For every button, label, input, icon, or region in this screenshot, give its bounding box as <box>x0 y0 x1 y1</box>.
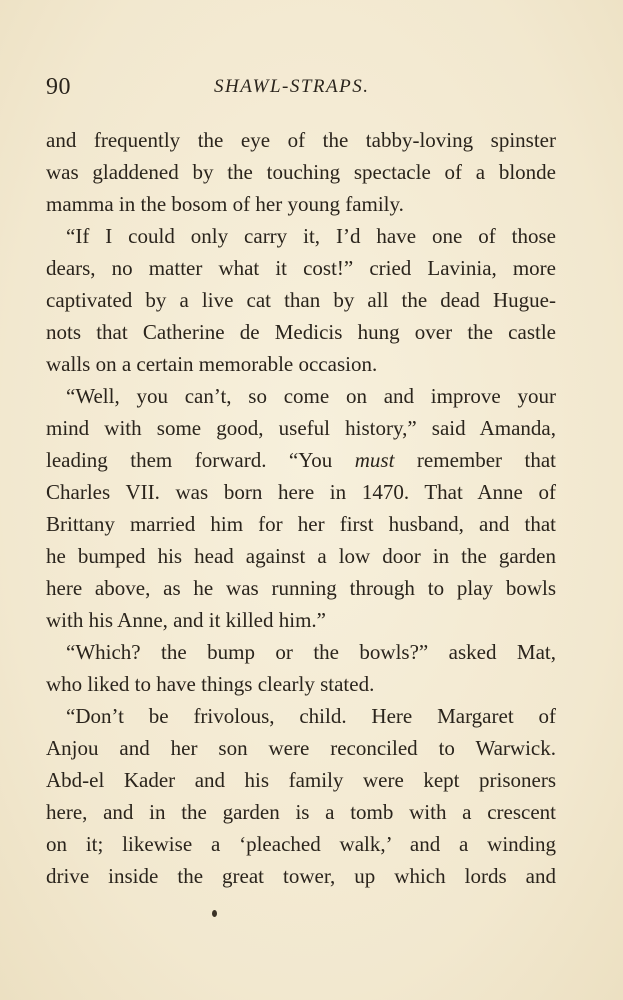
text-line: dears, no matter what it cost!” cried Lavinia, more <box>46 256 556 280</box>
text-segment: remember that <box>394 448 556 472</box>
running-title: SHAWL-STRAPS. <box>214 76 370 97</box>
text-line: Charles VII. was born here in 1470. That Anne of <box>46 480 556 504</box>
text-line: and frequently the eye of the tabby-loving spinster <box>46 128 556 152</box>
text-line: on it; likewise a ‘pleached walk,’ and a winding <box>46 832 556 856</box>
body-text <box>46 124 556 892</box>
text-line: “Which? the bump or the bowls?” asked Mat, <box>66 640 556 664</box>
page-header <box>46 74 556 104</box>
text-line: captivated by a live cat than by all the dead Hugue- <box>46 288 556 312</box>
text-line: with his Anne, and it killed him.” <box>46 608 326 632</box>
text-line: he bumped his head against a low door in the garden <box>46 544 556 568</box>
text-line: walls on a certain memorable occasion. <box>46 352 378 376</box>
text-line: who liked to have things clearly stated. <box>46 672 375 696</box>
text-line: was gladdened by the touching spectacle of a blonde <box>46 160 556 184</box>
page-number: 90 <box>46 74 71 100</box>
text-line: here above, as he was running through to play bowls <box>46 576 556 600</box>
emphasized-word: must <box>354 448 395 472</box>
text-line: Brittany married him for her first husband, and that <box>46 512 556 536</box>
text-line: mind with some good, useful history,” said Amanda, <box>46 416 556 440</box>
text-segment: leading them forward. “You <box>46 448 355 472</box>
text-line: “Well, you can’t, so come on and improve your <box>66 384 556 408</box>
text-line: Anjou and her son were reconciled to Warwick. <box>46 736 556 760</box>
ink-speck <box>212 910 217 917</box>
text-line: “If I could only carry it, I’d have one of those <box>66 224 556 248</box>
text-line-with-emphasis <box>46 444 556 476</box>
text-line: “Don’t be frivolous, child. Here Margaret of <box>66 704 556 728</box>
text-line: drive inside the great tower, up which lords and <box>46 864 556 888</box>
text-line: Abd-el Kader and his family were kept prisoners <box>46 768 556 792</box>
text-line: nots that Catherine de Medicis hung over the castle <box>46 320 556 344</box>
text-line: here, and in the garden is a tomb with a crescent <box>46 800 556 824</box>
text-line: mamma in the bosom of her young family. <box>46 192 404 216</box>
